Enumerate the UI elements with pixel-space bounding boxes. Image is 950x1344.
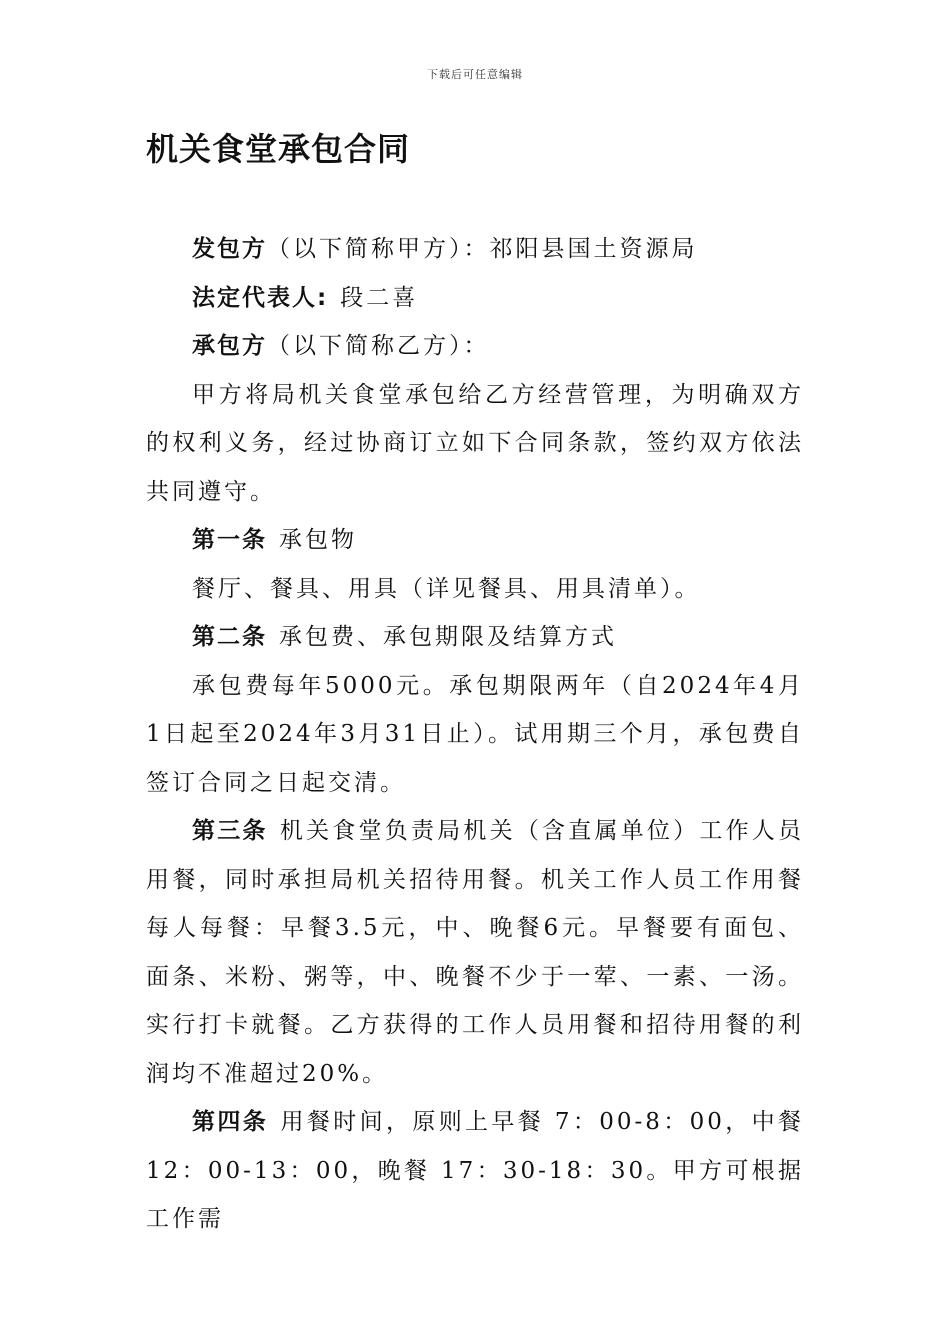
article-2-body: 承包费每年5000元。承包期限两年（自2024年4月1日起至2024年3月31日止）。试用期三个月，承包费自签订合同之日起交清。 [146,672,804,796]
document-title: 机关食堂承包合同 [146,130,411,168]
article-4-paragraph [146,1098,804,1244]
article-4-text: 用餐时间，原则上早餐 7：00-8：00，中餐12：00-13：00，晚餐 17：30-18：30。甲方可根据工作需 [146,1109,804,1232]
contractor-text: （以下简称乙方）： [267,333,490,359]
issuer-line [146,225,804,274]
contractor-label: 承包方 [192,333,267,359]
contract-body [146,225,804,1244]
representative-label: 法定代表人: [192,284,329,311]
article-3-label: 第三条 [192,818,268,844]
intro-paragraph: 甲方将局机关食堂承包给乙方经营管理，为明确双方的权利义务，经过协商订立如下合同条款，签约双方依法共同遵守。 [146,381,804,505]
article-3-paragraph [146,807,804,1098]
article-3-text: 机关食堂负责局机关（含直属单位）工作人员用餐，同时承担局机关招待用餐。机关工作人员工作用餐每人每餐：早餐3.5元，中、晚餐6元。早餐要有面包、面条、米粉、粥等，中、晚餐不少于一荤、一素、一汤。实行打卡就餐。乙方获得的工作人员用餐和招待用餐的利润均不准超过20%。 [146,818,805,1087]
article-2-heading [146,613,804,662]
article-2-label: 第二条 [192,624,267,650]
contractor-line [146,322,804,371]
article-1-title: 承包物 [279,527,357,553]
article-2-title: 承包费、承包期限及结算方式 [279,624,617,650]
representative-name: 段二喜 [340,284,419,311]
article-4-label: 第四条 [192,1109,269,1135]
article-1-label: 第一条 [192,527,267,553]
article-1-heading [146,516,804,565]
representative-line [146,274,804,323]
article-1-body: 餐厅、餐具、用具（详见餐具、用具清单）。 [192,575,701,602]
issuer-label: 发包方 [192,236,267,262]
issuer-text: （以下简称甲方）：祁阳县国土资源局 [267,236,698,262]
page-header-note: 下载后可任意编辑 [427,68,523,81]
